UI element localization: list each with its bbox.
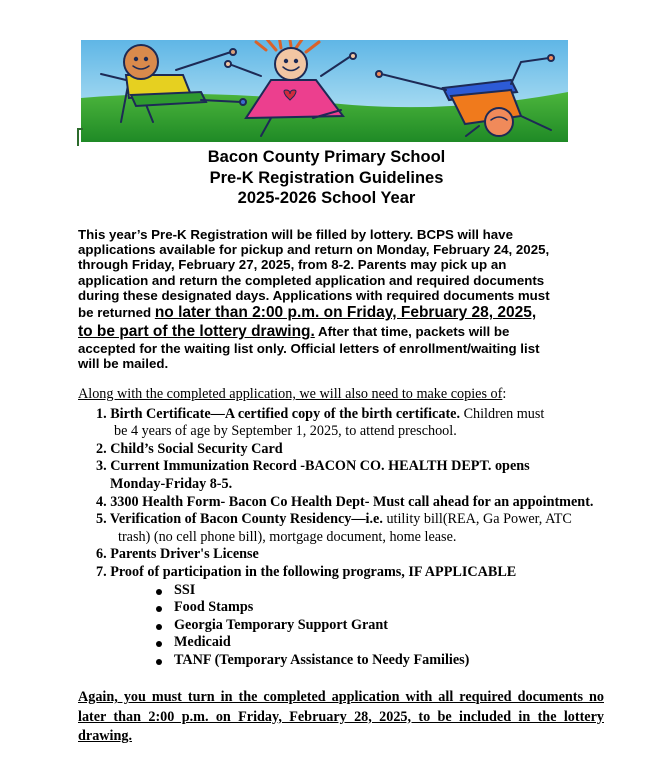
item-title: Parents Driver's License bbox=[106, 546, 259, 563]
item-detail: Children must bbox=[460, 405, 545, 422]
item-number: 6. bbox=[96, 546, 107, 563]
closing-reminder: Again, you must turn in the completed application with all required documents no later than 2:00 p.m. on Friday, February 28, 2025, to be included in the lottery drawing. bbox=[78, 689, 604, 744]
program-label: TANF (Temporary Assistance to Needy Families) bbox=[174, 651, 470, 668]
requirement-item bbox=[78, 494, 618, 512]
program-item bbox=[156, 582, 618, 600]
item-title: Birth Certificate—A certified copy of the birth certificate. bbox=[106, 405, 461, 422]
program-label: Medicaid bbox=[174, 634, 231, 651]
school-year: 2025-2026 School Year bbox=[237, 189, 416, 207]
corner-mark bbox=[77, 128, 83, 130]
intro-line: applications available for pickup and return on Monday, February 24, 2025, bbox=[78, 242, 550, 258]
program-label: Georgia Temporary Support Grant bbox=[174, 616, 388, 633]
document-title: Pre-K Registration Guidelines bbox=[209, 168, 444, 187]
item-number: 1. bbox=[96, 405, 107, 422]
intro-line: through Friday, February 27, 2025, from 8-2. Parents may pick up an bbox=[78, 257, 507, 273]
intro-paragraph bbox=[78, 227, 608, 371]
intro-line: application and return the completed application and required documents bbox=[78, 272, 545, 288]
children-playing-illustration bbox=[81, 40, 568, 142]
item-title: 3300 Health Form- Bacon Co Health Dept- Must call ahead for an appointment. bbox=[106, 493, 594, 510]
program-label: SSI bbox=[174, 581, 196, 598]
requirements-lead bbox=[78, 386, 618, 404]
item-number: 5. bbox=[96, 511, 107, 528]
intro-line: during these designated days. Applications with required documents must bbox=[78, 287, 550, 303]
requirements-section bbox=[78, 386, 618, 670]
item-continuation: be 4 years of age by September 1, 2025, to attend preschool. bbox=[114, 423, 457, 440]
item-continuation: Monday-Friday 8-5. bbox=[110, 475, 233, 492]
item-title: Proof of participation in the following programs, IF APPLICABLE bbox=[106, 563, 517, 580]
requirement-item bbox=[78, 511, 618, 546]
requirements-lead-colon: : bbox=[502, 386, 507, 402]
item-continuation: trash) (no cell phone bill), mortgage document, home lease. bbox=[118, 528, 457, 545]
school-name: Bacon County Primary School bbox=[207, 148, 446, 166]
item-number: 2. bbox=[96, 440, 107, 457]
item-number: 3. bbox=[96, 458, 107, 475]
programs-list bbox=[78, 582, 618, 670]
document-header bbox=[0, 147, 653, 209]
program-item bbox=[156, 599, 618, 617]
deadline-text: to be part of the lottery drawing. bbox=[78, 323, 315, 341]
requirement-item bbox=[78, 458, 618, 493]
requirement-item bbox=[78, 564, 618, 582]
requirement-item bbox=[78, 441, 618, 459]
intro-line: will be mailed. bbox=[78, 356, 169, 372]
bullet-icon bbox=[156, 641, 162, 647]
item-title: Verification of Bacon County Residency—i.e. bbox=[106, 511, 383, 528]
program-item bbox=[156, 617, 618, 635]
intro-text: After that time, packets will be bbox=[314, 324, 510, 340]
banner-image bbox=[81, 40, 568, 142]
bullet-icon bbox=[156, 624, 162, 630]
item-title: Current Immunization Record -BACON CO. HEALTH DEPT. opens bbox=[106, 458, 530, 475]
intro-line bbox=[78, 322, 608, 341]
item-number: 4. bbox=[96, 493, 107, 510]
program-item bbox=[156, 634, 618, 652]
deadline-text: no later than 2:00 p.m. on Friday, February 28, 2025, bbox=[154, 304, 537, 322]
bullet-icon bbox=[156, 606, 162, 612]
bullet-icon bbox=[156, 659, 162, 665]
item-detail: utility bill(REA, Ga Power, ATC bbox=[382, 511, 572, 528]
program-item bbox=[156, 652, 618, 670]
requirement-item bbox=[78, 546, 618, 564]
bullet-icon bbox=[156, 589, 162, 595]
item-title: Child’s Social Security Card bbox=[106, 440, 283, 457]
intro-line: accepted for the waiting list only. Official letters of enrollment/waiting list bbox=[78, 341, 540, 357]
intro-line: This year’s Pre-K Registration will be filled by lottery. BCPS will have bbox=[78, 227, 513, 242]
corner-mark bbox=[77, 128, 79, 146]
requirement-item bbox=[78, 406, 618, 441]
item-number: 7. bbox=[96, 563, 107, 580]
intro-line bbox=[78, 303, 608, 322]
program-label: Food Stamps bbox=[174, 599, 254, 616]
requirements-lead-text: Along with the completed application, we will also need to make copies of bbox=[78, 386, 503, 402]
requirements-list bbox=[78, 406, 618, 582]
intro-text: be returned bbox=[78, 305, 155, 321]
